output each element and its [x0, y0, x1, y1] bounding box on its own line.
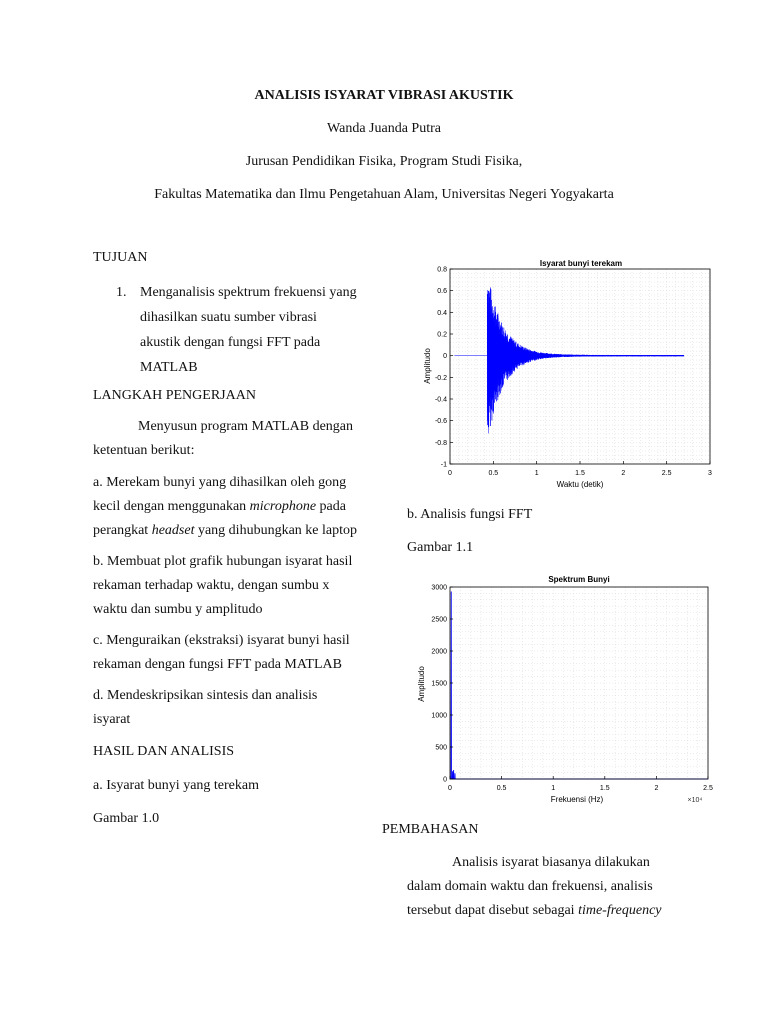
chart1-xtick-label: 0 — [448, 470, 452, 477]
chart2-ytick-label: 1500 — [431, 680, 447, 688]
langkah-line-2: ketentuan berikut: — [93, 443, 195, 458]
chart2-series-line — [450, 591, 708, 779]
chart2-xtick-label: 0.5 — [496, 785, 507, 792]
chart1-ticks — [435, 267, 712, 478]
step-b-line-2: rekaman terhadap waktu, dengan sumbu x — [93, 578, 330, 593]
chart1-series-line — [454, 287, 684, 433]
chart2-xtick-label: 0 — [448, 785, 452, 792]
langkah-line-1: Menyusun program MATLAB dengan — [138, 419, 354, 434]
chart1-ytick-label: 0.2 — [437, 331, 447, 339]
paper-title: ANALISIS ISYARAT VIBRASI AKUSTIK — [254, 88, 514, 103]
pembahasan-line-2: dalam domain waktu dan frekuensi, analisis — [407, 879, 653, 894]
chart1-xtick-label: 3 — [708, 470, 712, 477]
step-c-line-1: c. Menguraikan (ekstraksi) isyarat bunyi hasil — [93, 633, 350, 648]
chart2-ylabel: Amplitudo — [417, 666, 426, 702]
langkah-heading: LANGKAH PENGERJAAN — [93, 388, 256, 403]
chart1-ytick-label: -0.2 — [434, 374, 447, 382]
chart1-ytick-label: 0.4 — [437, 309, 447, 317]
step-d-line-1: d. Mendeskripsikan sintesis dan analisis — [93, 688, 318, 703]
author-name: Wanda Juanda Putra — [327, 121, 441, 136]
chart2-ytick-label: 3000 — [431, 584, 447, 592]
pembahasan-line-1: Analisis isyarat biasanya dilakukan — [452, 855, 650, 870]
pembahasan-heading: PEMBAHASAN — [382, 822, 479, 837]
chart-isyarat-bunyi — [400, 252, 720, 492]
chart2-ytick-label: 1000 — [431, 712, 447, 720]
chart2-xtick-label: 2.5 — [703, 785, 713, 792]
chart1-xlabel: Waktu (detik) — [556, 480, 604, 489]
gambar-1-0-caption: Gambar 1.0 — [93, 811, 160, 826]
tujuan-line-2: dihasilkan suatu sumber vibrasi — [140, 310, 317, 325]
tujuan-line-3: akustik dengan fungsi FFT pada — [140, 335, 321, 350]
chart2-ytick-label: 0 — [443, 776, 447, 784]
step-d-line-2: isyarat — [93, 712, 131, 727]
chart2-x-multiplier: ×10⁴ — [687, 797, 703, 804]
chart2-xtick-label: 1 — [551, 785, 556, 792]
tujuan-item-number: 1. — [116, 285, 127, 300]
chart1-ytick-label: 0 — [443, 353, 447, 361]
pembahasan-line-3: tersebut dapat disebut sebagai time-frequency — [407, 903, 662, 918]
step-b-line-3: waktu dan sumbu y amplitudo — [93, 602, 263, 617]
chart2-spectrum-line — [450, 591, 708, 779]
chart1-ytick-label: -0.4 — [434, 396, 447, 404]
chart1-xtick-label: 2.5 — [661, 470, 672, 477]
hasil-item-a: a. Isyarat bunyi yang terekam — [93, 778, 259, 793]
chart1-ytick-label: 0.6 — [437, 288, 447, 296]
chart1-ytick-label: -0.8 — [434, 439, 447, 447]
chart2-ytick-label: 2500 — [431, 616, 447, 624]
chart2-ytick-label: 500 — [435, 744, 447, 752]
chart1-ytick-label: -1 — [440, 461, 447, 469]
chart1-title: Isyarat bunyi terekam — [539, 259, 623, 268]
chart1-ylabel: Amplitudo — [423, 348, 432, 384]
chart1-xtick-label: 1 — [534, 470, 539, 477]
chart-spektrum-bunyi — [400, 572, 720, 812]
tujuan-heading: TUJUAN — [93, 250, 148, 265]
hasil-heading: HASIL DAN ANALISIS — [93, 744, 235, 759]
chart2-ticks — [431, 585, 713, 793]
step-c-line-2: rekaman dengan fungsi FFT pada MATLAB — [93, 657, 342, 672]
chart2-xtick-label: 1.5 — [599, 785, 610, 792]
chart1-ytick-label: 0.8 — [437, 266, 447, 274]
chart2-title: Spektrum Bunyi — [548, 575, 610, 584]
affiliation-line-2: Fakultas Matematika dan Ilmu Pengetahuan Alam, Universitas Negeri Yogyakarta — [154, 187, 614, 202]
step-a-line-1: a. Merekam bunyi yang dihasilkan oleh gong — [93, 475, 347, 490]
chart1-xtick-label: 0.5 — [488, 470, 499, 477]
chart1-ytick-label: -0.6 — [434, 418, 447, 426]
affiliation-line-1: Jurusan Pendidikan Fisika, Program Studi Fisika, — [245, 154, 523, 169]
chart1-signal-line — [454, 287, 684, 433]
tujuan-line-4: MATLAB — [140, 360, 198, 375]
chart1-xtick-label: 1.5 — [575, 470, 585, 477]
tujuan-line-1: Menganalisis spektrum frekuensi yang — [140, 285, 357, 300]
chart2-xlabel: Frekuensi (Hz) — [550, 795, 604, 804]
chart2-grid — [450, 587, 708, 779]
step-a-line-3: perangkat headset yang dihubungkan ke laptop — [93, 523, 357, 538]
chart2-ytick-label: 2000 — [431, 648, 447, 656]
chart2-xtick-label: 2 — [654, 785, 659, 792]
fft-label: b. Analisis fungsi FFT — [407, 507, 533, 522]
step-a-line-2: kecil dengan menggunakan microphone pada — [93, 499, 346, 514]
step-b-line-1: b. Membuat plot grafik hubungan isyarat hasil — [93, 554, 353, 569]
chart1-xtick-label: 2 — [621, 470, 626, 477]
gambar-1-1-caption: Gambar 1.1 — [407, 540, 474, 555]
